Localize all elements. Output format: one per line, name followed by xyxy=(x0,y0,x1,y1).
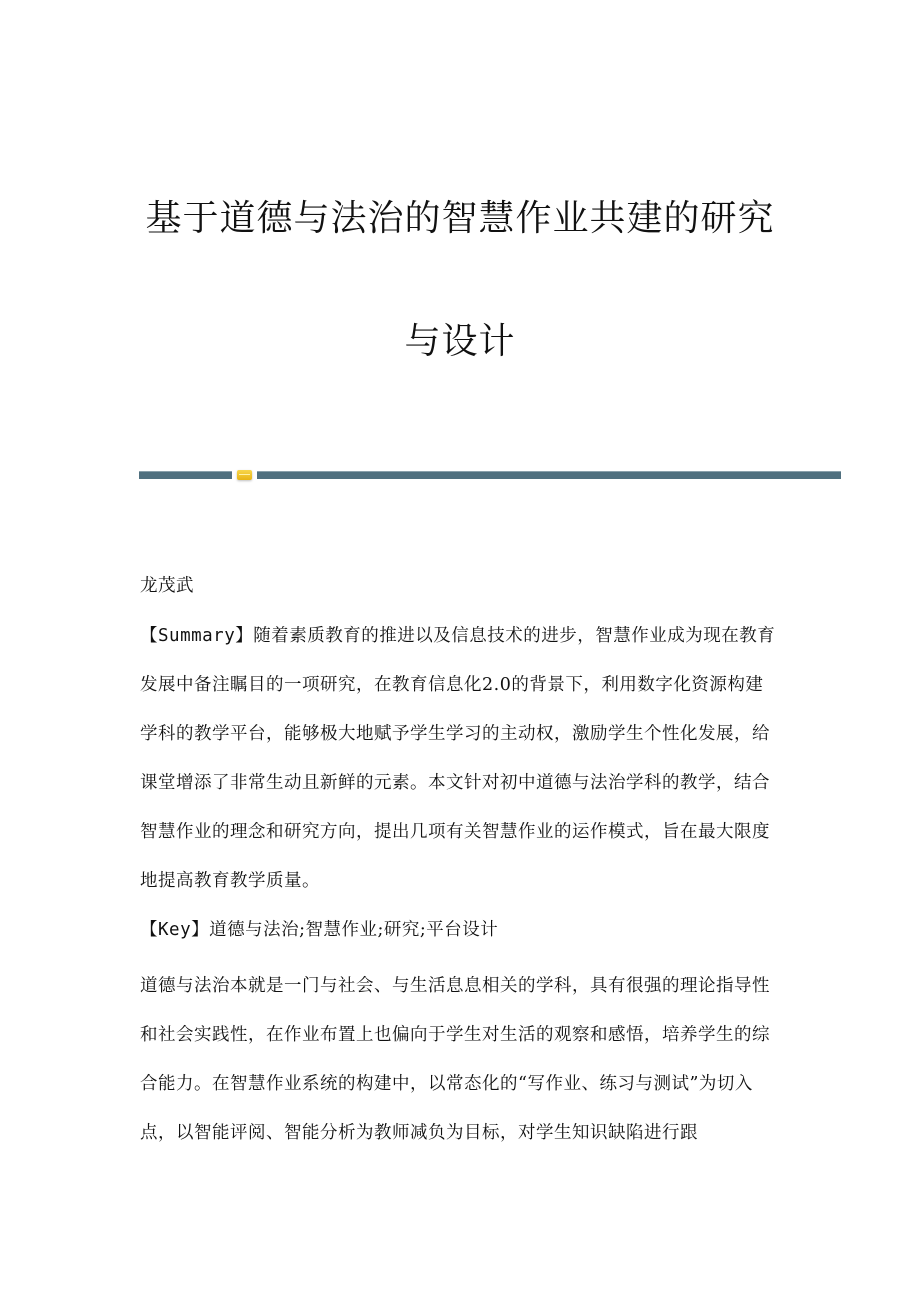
abstract-label: 【Summary】 xyxy=(140,626,254,646)
body-paragraph: 道德与法治本就是一门与社会、与生活息息相关的学科，具有很强的理论指导性和社会实践性，在作业布置上也偏向于学生对生活的观察和感悟，培养学生的综合能力。在智慧作业系统的构建中，以常态化的“写作业、练习与测试”为切入点，以智能评阅、智能分析为教师减负为目标，对学生知识缺陷进行跟 xyxy=(140,976,770,1143)
abstract-paragraph xyxy=(140,612,780,906)
document-title-line-2: 与设计 xyxy=(404,321,516,362)
abstract-text: 随着素质教育的推进以及信息技术的进步，智慧作业成为现在教育发展中备注瞩目的一项研究，在教育信息化2.0的背景下，利用数字化资源构建学科的教学平台，能够极大地赋予学生学习的主动权，激励学生个性化发展，给课堂增添了非常生动且新鲜的元素。本文针对初中道德与法治学科的教学，结合智慧作业的理念和研究方向，提出几项有关智慧作业的运作模式，旨在最大限度地提高教育教学质量。 xyxy=(140,626,776,891)
divider-bar-left xyxy=(139,471,232,479)
divider-ornament-icon xyxy=(237,470,252,480)
document-title-line-1: 基于道德与法治的智慧作业共建的研究 xyxy=(145,198,775,239)
keywords-paragraph xyxy=(140,906,780,955)
divider-bar-right xyxy=(257,471,841,479)
author-name: 龙茂武 xyxy=(140,576,194,596)
keywords-text: 道德与法治;智慧作业;研究;平台设计 xyxy=(209,920,499,940)
keywords-label: 【Key】 xyxy=(140,920,210,940)
